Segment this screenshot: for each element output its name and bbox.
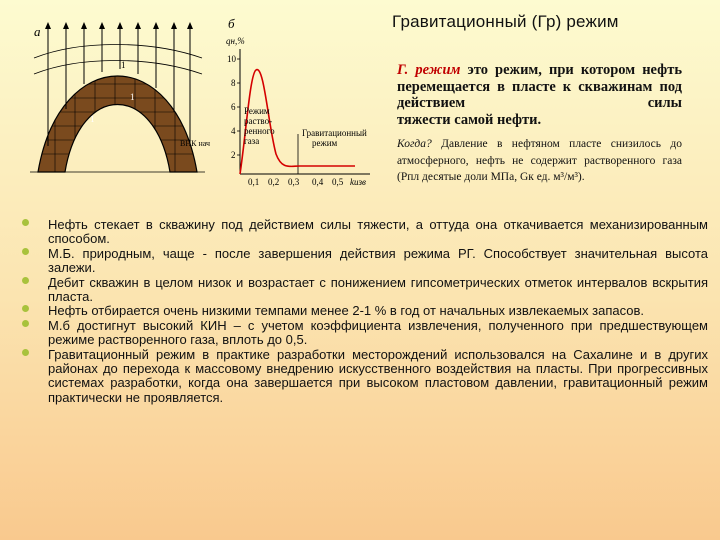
svg-text:Режим: Режим: [244, 106, 270, 116]
contour-line: [34, 45, 202, 59]
figure-b-label: б: [228, 16, 235, 31]
contour-mark: 1: [121, 60, 126, 70]
reservoir-cross-section: [30, 14, 210, 189]
svg-text:ренного: ренного: [244, 126, 275, 136]
svg-text:режим: режим: [312, 138, 338, 148]
definition-text-end: тяжести самой нефти.: [397, 111, 542, 128]
definition-text: это режим, при котором нефть перемещается в пласте к скважинам под действием силы: [397, 62, 682, 111]
svg-text:6: 6: [231, 102, 236, 112]
wnk-label: ВНК нач: [180, 139, 210, 148]
contour-mark: 1: [130, 92, 135, 102]
contour-mark: 1: [90, 114, 95, 124]
svg-text:8: 8: [231, 78, 236, 88]
svg-text:Гравитационный: Гравитационный: [302, 128, 367, 138]
svg-text:2: 2: [231, 150, 236, 160]
svg-text:10: 10: [227, 54, 236, 64]
oil-zone: [38, 76, 197, 172]
contour-line: [34, 61, 202, 75]
y-ticks: [227, 54, 237, 160]
slide-title: Гравитационный (Гр) режим: [392, 12, 619, 31]
regime-gravity-label: [302, 128, 367, 148]
bullet-dot: [22, 248, 29, 255]
svg-text:4: 4: [231, 126, 236, 136]
regime-gas-label: [244, 106, 275, 146]
bullet-dot: [22, 219, 29, 226]
list-item: М.Б. природным, чаще - после завершения действия режима РГ. Способствует значительная высота залежи.: [20, 247, 708, 276]
definition-term: Г. режим: [397, 62, 461, 78]
condition-label: Когда?: [397, 138, 432, 150]
list-item: Гравитационный режим в практике разработки месторождений использовался на Сахалине и в других районах до перехода к массовому внедрению искусственного воздействия на пласты. При прогрессивных системах разработки, когда она завершается при высоком пластовом давлении, гравитационный режим практически не проявляется.: [20, 348, 708, 406]
svg-text:газа: газа: [244, 136, 260, 146]
definition: [397, 62, 682, 128]
condition-note: [397, 136, 682, 186]
bullet-dot: [22, 349, 29, 356]
well-arrows: [45, 22, 193, 29]
bullet-dot: [22, 320, 29, 327]
svg-text:0,4: 0,4: [312, 177, 324, 187]
bullet-dot: [22, 277, 29, 284]
list-item: М.б достигнут высокий КИН – с учетом коэффициента извлечения, полученного при предшествующем режиме растворенного газа, вплоть до 0,5.: [20, 319, 708, 348]
svg-text:раство-: раство-: [244, 116, 273, 126]
svg-text:0,2: 0,2: [268, 177, 280, 187]
x-ticks: [248, 177, 344, 187]
x-axis-label: kизв: [350, 177, 366, 187]
bullet-dot: [22, 305, 29, 312]
y-axis-label: qн,%: [226, 36, 245, 46]
svg-text:0,5: 0,5: [332, 177, 344, 187]
list-item: Дебит скважин в целом низок и возрастает с понижением гипсометрических отметок интервалов вскрытия пласта.: [20, 276, 708, 305]
list-item: Нефть стекает в скважину под действием силы тяжести, а оттуда она откачивается механизированным способом.: [20, 218, 708, 247]
svg-text:0,1: 0,1: [248, 177, 260, 187]
figure-a-label: а: [34, 24, 41, 39]
svg-text:0,3: 0,3: [288, 177, 300, 187]
production-chart: [220, 14, 392, 196]
list-item: Нефть отбирается очень низкими темпами менее 2-1 % в год от начальных извлекаемых запасов.: [20, 304, 708, 318]
bullet-list: [20, 218, 708, 405]
condition-text: Давление в нефтяном пласте снизилось до атмосферного, нефть не содержит растворенного газа (Рпл десятые доли МПа, Gк ед. м³/м³).: [397, 138, 682, 183]
